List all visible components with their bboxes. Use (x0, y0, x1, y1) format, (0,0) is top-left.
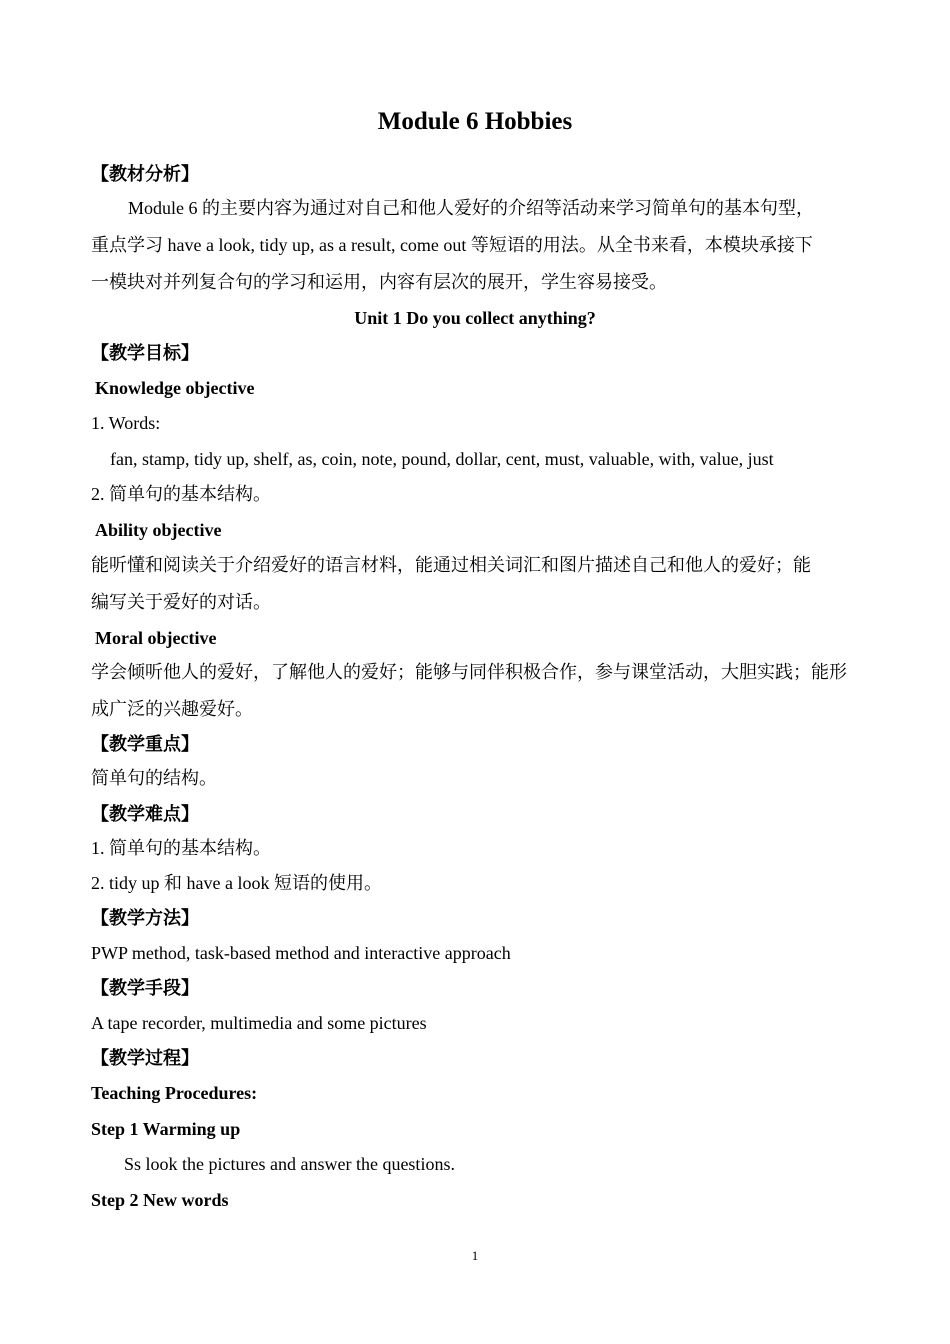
paragraph-line: 简单句的结构。 (91, 768, 217, 788)
paragraph-line: PWP method, task-based method and interactive approach (91, 943, 511, 963)
paragraph-line: Module 6 的主要内容为通过对自己和他人爱好的介绍等活动来学习简单句的基本句型， (128, 198, 814, 218)
section-heading-teaching-aids: 【教学手段】 (91, 978, 199, 998)
list-item: 2. tidy up 和 have a look 短语的使用。 (91, 873, 382, 893)
list-item: 2. 简单句的基本结构。 (91, 484, 271, 504)
subheading-teaching-procedures: Teaching Procedures: (91, 1083, 258, 1103)
section-heading-teaching-methods: 【教学方法】 (91, 908, 199, 928)
page-number: 1 (471, 1248, 479, 1263)
paragraph-line: Ss look the pictures and answer the questions. (124, 1154, 455, 1174)
list-item: 1. 简单句的基本结构。 (91, 838, 271, 858)
section-heading-difficult-points: 【教学难点】 (91, 804, 199, 824)
list-item: 1. Words: (91, 413, 161, 433)
paragraph-line: 成广泛的兴趣爱好。 (91, 699, 253, 719)
paragraph-line: 能听懂和阅读关于介绍爱好的语言材料，能通过相关词汇和图片描述自己和他人的爱好；能 (91, 555, 811, 575)
unit-title: Unit 1 Do you collect anything? (354, 308, 596, 328)
paragraph-line: A tape recorder, multimedia and some pictures (91, 1013, 427, 1033)
paragraph-line: 学会倾听他人的爱好，了解他人的爱好；能够与同伴积极合作，参与课堂活动，大胆实践；能形 (91, 662, 847, 682)
paragraph-line: 一模块对并列复合句的学习和运用，内容有层次的展开，学生容易接受。 (91, 272, 667, 292)
step-heading: Step 1 Warming up (91, 1119, 241, 1139)
section-heading-key-points: 【教学重点】 (91, 734, 199, 754)
paragraph-line: 重点学习 have a look, tidy up, as a result, come out 等短语的用法。从全书来看，本模块承接下 (91, 235, 813, 255)
subheading-moral-objective: Moral objective (95, 628, 217, 648)
document-title: Module 6 Hobbies (377, 108, 573, 135)
section-heading-textbook-analysis: 【教材分析】 (91, 164, 199, 184)
step-heading: Step 2 New words (91, 1190, 229, 1210)
section-heading-teaching-process: 【教学过程】 (91, 1048, 199, 1068)
paragraph-line: 编写关于爱好的对话。 (91, 592, 271, 612)
subheading-ability-objective: Ability objective (95, 520, 222, 540)
subheading-knowledge-objective: Knowledge objective (95, 378, 255, 398)
word-list: fan, stamp, tidy up, shelf, as, coin, note, pound, dollar, cent, must, valuable, with, value, just (110, 449, 774, 469)
section-heading-teaching-objectives: 【教学目标】 (91, 343, 199, 363)
